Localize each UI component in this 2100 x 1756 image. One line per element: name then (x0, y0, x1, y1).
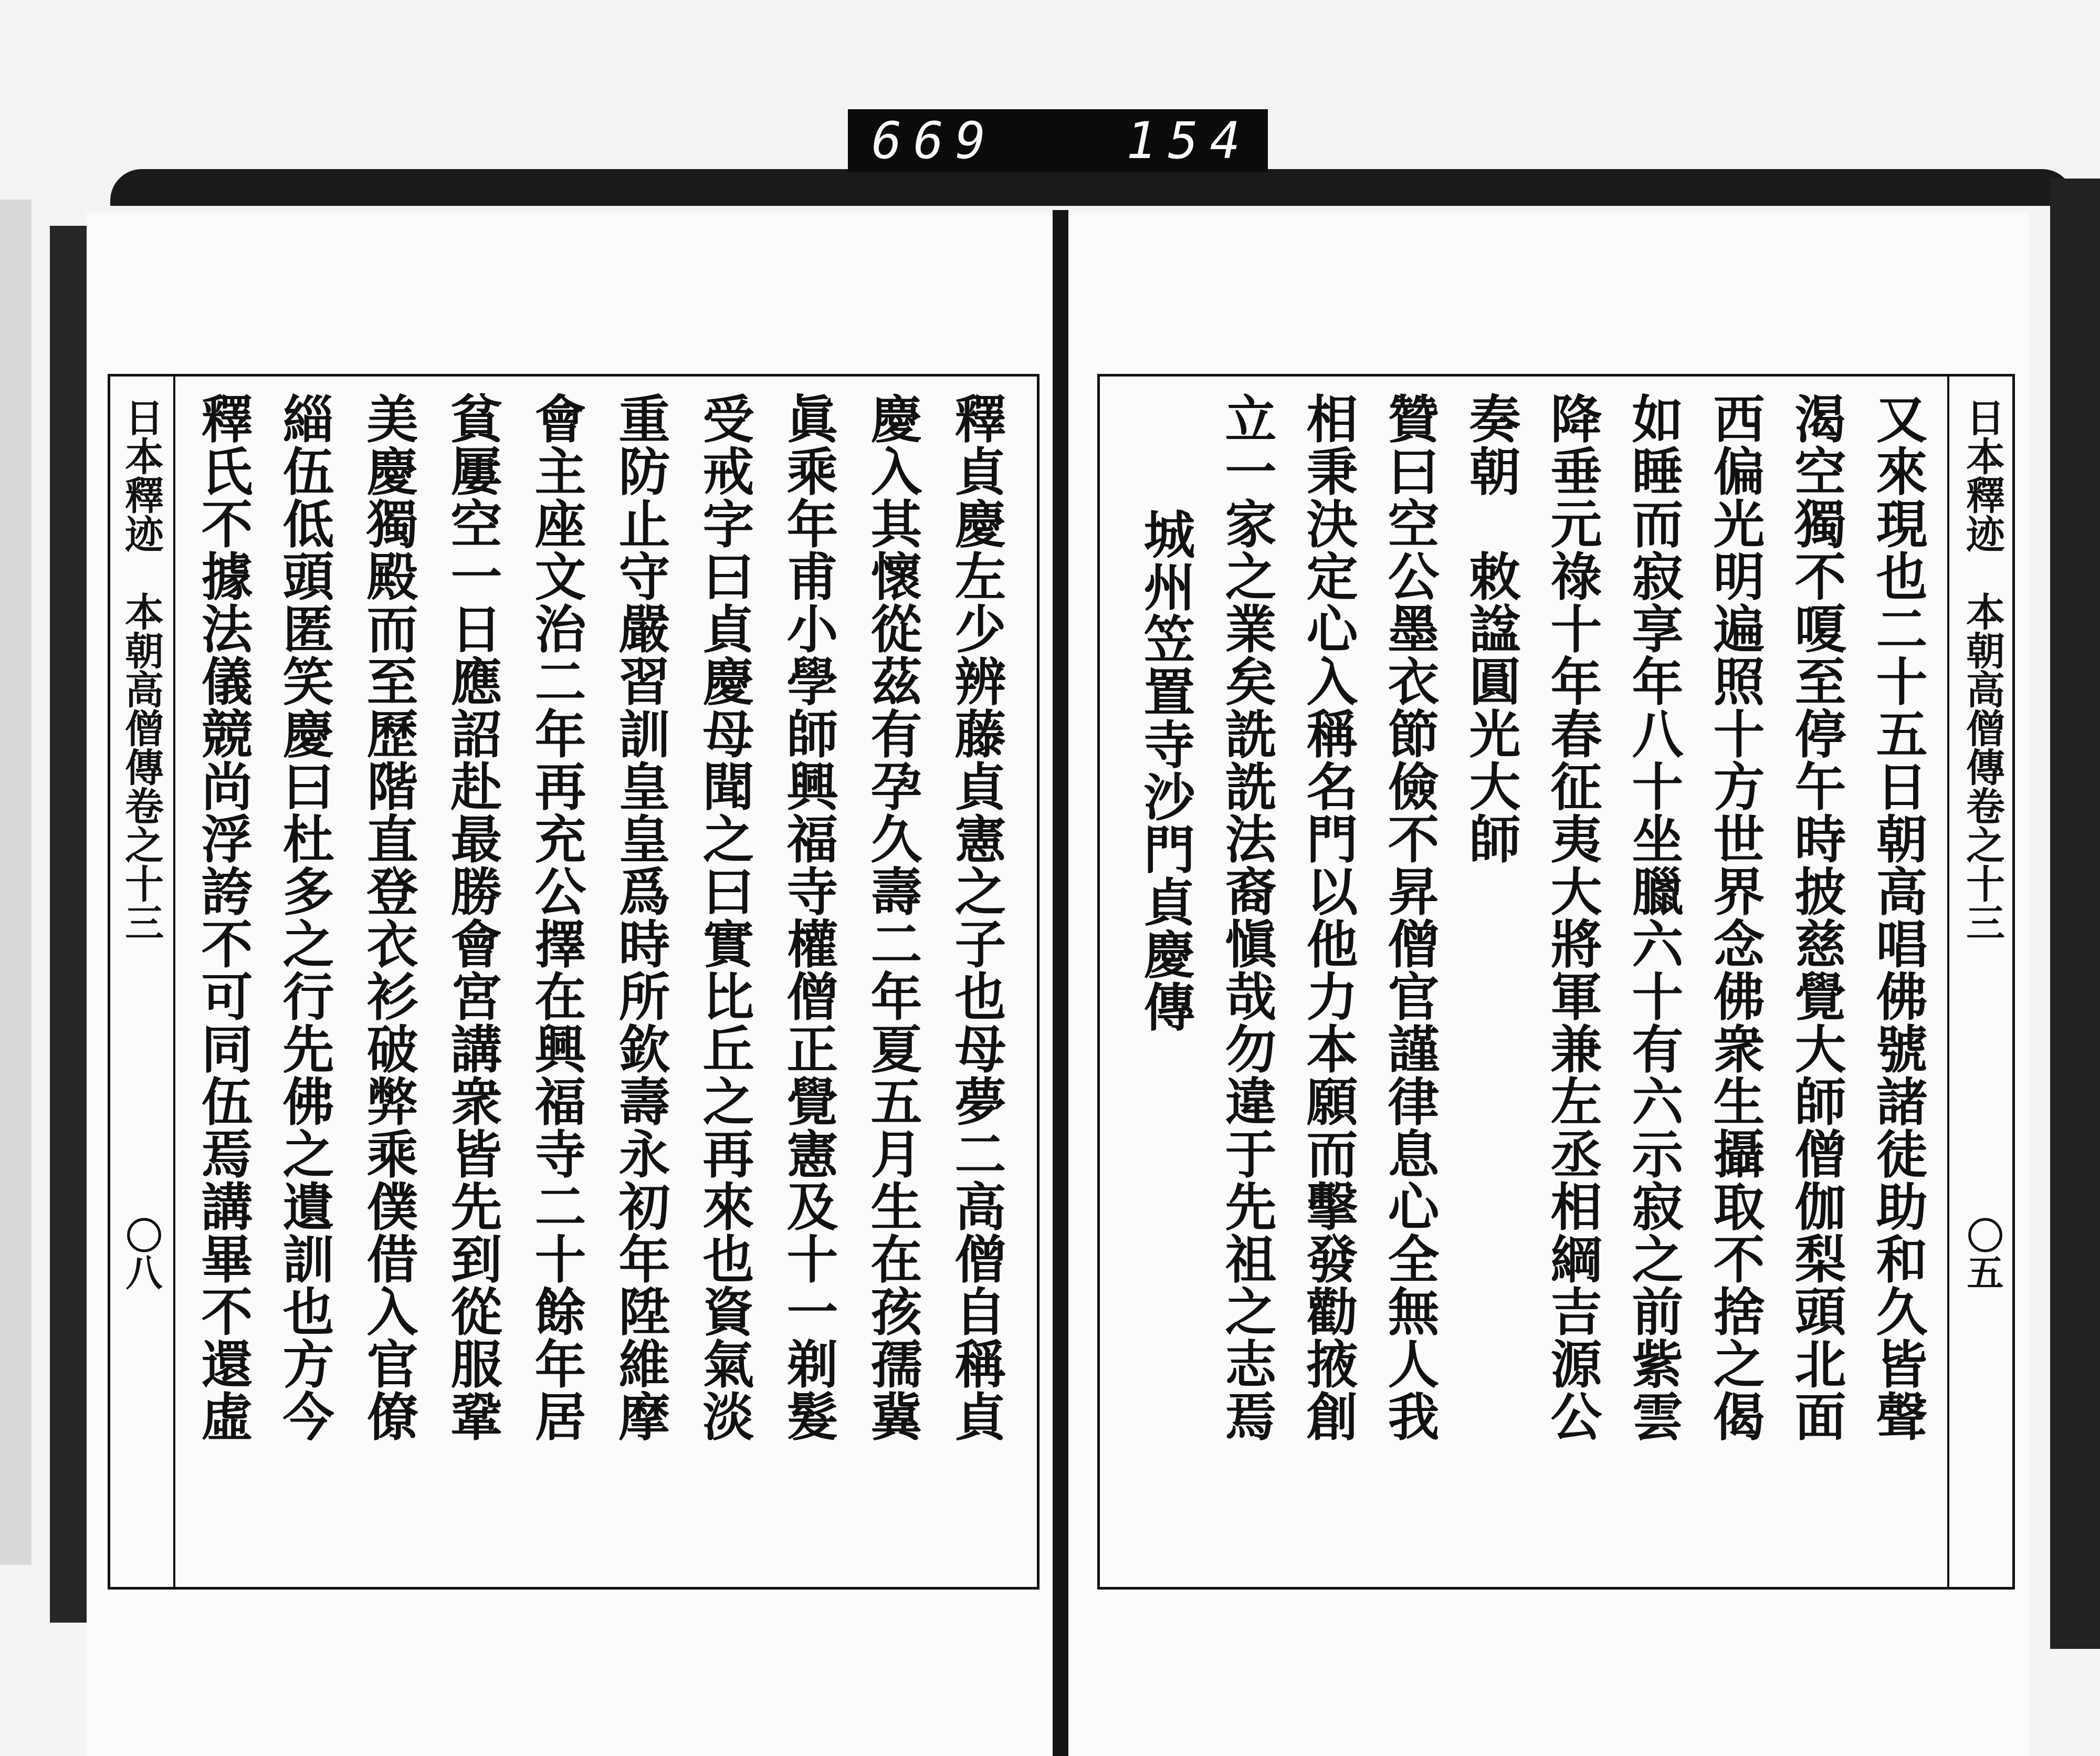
right-column-8: 相秉決定心入稱名門以他力本願而擊發勸掖創 (1298, 392, 1358, 1443)
book-gutter (1053, 210, 1068, 1756)
left-text-frame (108, 374, 1040, 1590)
left-column-10: 釋氏不據法儀競尚浮誇不可同伍焉講畢不還虛 (193, 392, 253, 1443)
right-column-4: 如睡而寂享年八十坐臘六十有六示寂之前紫雲 (1623, 392, 1684, 1443)
left-column-3: 眞乘年甫小學師興福寺權僧正覺憲及十一剃髮 (778, 392, 838, 1443)
right-column-1: 又來現也二十五日朝高唱佛號諸徒助和久皆聲 (1867, 392, 1928, 1443)
catalog-right-number: 154 (1126, 111, 1252, 170)
left-column-4: 受戒字曰貞慶母聞之曰實比丘之再來也資氣淡 (694, 392, 754, 1443)
left-margin-title: 日本釋迹 本朝高僧傳卷之十三 (119, 398, 164, 942)
right-column-10: 城州笠置寺沙門貞慶傳 (1135, 508, 1195, 1033)
left-column-9: 緇伍低頭匿笑慶曰杜多之行先佛之遺訓也方今 (274, 392, 334, 1443)
right-margin-title: 日本釋迹 本朝高僧傳卷之十三 (1960, 398, 2005, 942)
left-column-6: 會主座文治二年再充公擇在興福寺二十餘年居 (526, 392, 586, 1443)
left-margin-strip (110, 377, 175, 1587)
right-column-3: 西偏光明遍照十方世界念佛衆生攝取不捨之偈 (1705, 392, 1765, 1443)
scan-left-edge (0, 200, 32, 1565)
left-column-1: 釋貞慶左少辨藤貞憲之子也母夢二高僧自稱貞 (946, 392, 1006, 1443)
left-column-7: 貧屢空一日應詔赴最勝會宮講衆皆先到從服鞏 (442, 392, 502, 1443)
left-column-2: 慶入其懷從茲有孕久壽二年夏五月生在孩孺冀 (862, 392, 922, 1443)
right-margin-strip (1947, 377, 2012, 1587)
catalog-label (848, 109, 1268, 172)
left-folio: 〇八 (120, 1217, 163, 1290)
scan-right-edge (2050, 179, 2100, 1649)
scan-top-edge (110, 169, 2074, 206)
right-text-frame (1097, 374, 2015, 1590)
catalog-left-number: 669 (872, 111, 998, 170)
left-column-5: 重防止守嚴習訓皇皇爲時所欽壽永初年陞維摩 (610, 392, 670, 1443)
right-column-5: 降垂元祿十年春征夷大將軍兼左丞相綱吉源公 (1542, 392, 1602, 1443)
right-column-6: 奏朝 敕諡圓光大師 (1461, 392, 1521, 865)
left-spine (50, 226, 87, 1623)
right-column-7: 贊曰空公墨衣節儉不昇僧官謹律息心全無人我 (1379, 392, 1440, 1443)
right-column-2: 渴空獨不嗄至停午時披慈覺大師僧伽梨頭北面 (1786, 392, 1846, 1443)
left-column-8: 美慶獨殿而至歷階直登衣衫破弊乘僕借入官僚 (358, 392, 418, 1443)
right-folio: 〇五 (1961, 1217, 2004, 1290)
right-column-9: 立一家之業矣詵詵法裔愼哉勿違于先祖之志焉 (1216, 392, 1277, 1443)
